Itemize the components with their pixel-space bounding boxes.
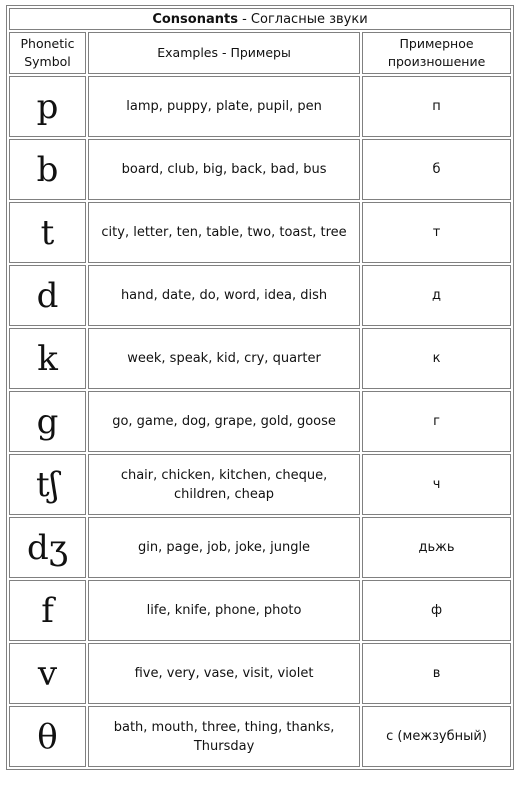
pronunciation-cell: к — [362, 328, 511, 389]
table-title-row — [9, 8, 511, 30]
table-row — [9, 328, 511, 389]
table-row — [9, 202, 511, 263]
table-row — [9, 391, 511, 452]
examples-cell: city, letter, ten, table, two, toast, tree — [88, 202, 360, 263]
pronunciation-cell: т — [362, 202, 511, 263]
pronunciation-cell: д — [362, 265, 511, 326]
examples-cell: five, very, vase, visit, violet — [88, 643, 360, 704]
table-row — [9, 706, 511, 767]
table-row — [9, 643, 511, 704]
header-pronunciation: Примерное произношение — [362, 32, 511, 74]
phonetic-symbol: tʃ — [9, 454, 86, 515]
table-title-bold: Consonants — [152, 11, 238, 27]
header-phonetic-symbol: Phonetic Symbol — [9, 32, 86, 74]
table-title-rest: - Согласные звуки — [237, 11, 368, 27]
table-title — [9, 8, 511, 30]
table-row — [9, 580, 511, 641]
header-examples: Examples - Примеры — [88, 32, 360, 74]
examples-cell: life, knife, phone, photo — [88, 580, 360, 641]
examples-cell: board, club, big, back, bad, bus — [88, 139, 360, 200]
examples-cell: week, speak, kid, cry, quarter — [88, 328, 360, 389]
examples-cell: hand, date, do, word, idea, dish — [88, 265, 360, 326]
phonetic-symbol: b — [9, 139, 86, 200]
pronunciation-cell: ф — [362, 580, 511, 641]
examples-cell: chair, chicken, kitchen, cheque, children, cheap — [88, 454, 360, 515]
pronunciation-cell: ч — [362, 454, 511, 515]
phonetic-symbol: g — [9, 391, 86, 452]
phonetic-symbol: dʒ — [9, 517, 86, 578]
header-row — [9, 32, 511, 74]
phonetic-symbol: f — [9, 580, 86, 641]
pronunciation-cell: с (межзубный) — [362, 706, 511, 767]
phonetic-symbol: k — [9, 328, 86, 389]
pronunciation-cell: б — [362, 139, 511, 200]
phonetic-symbol: θ — [9, 706, 86, 767]
examples-cell: lamp, puppy, plate, pupil, pen — [88, 76, 360, 137]
examples-cell: go, game, dog, grape, gold, goose — [88, 391, 360, 452]
table-row — [9, 517, 511, 578]
table-row — [9, 265, 511, 326]
phonetic-symbol: d — [9, 265, 86, 326]
table-row — [9, 76, 511, 137]
pronunciation-cell: дьжь — [362, 517, 511, 578]
phonetic-symbol: p — [9, 76, 86, 137]
consonants-table — [6, 5, 514, 770]
examples-cell: bath, mouth, three, thing, thanks, Thursday — [88, 706, 360, 767]
pronunciation-cell: г — [362, 391, 511, 452]
phonetic-symbol: v — [9, 643, 86, 704]
pronunciation-cell: п — [362, 76, 511, 137]
table-row — [9, 139, 511, 200]
table-row — [9, 454, 511, 515]
pronunciation-cell: в — [362, 643, 511, 704]
examples-cell: gin, page, job, joke, jungle — [88, 517, 360, 578]
phonetic-symbol: t — [9, 202, 86, 263]
